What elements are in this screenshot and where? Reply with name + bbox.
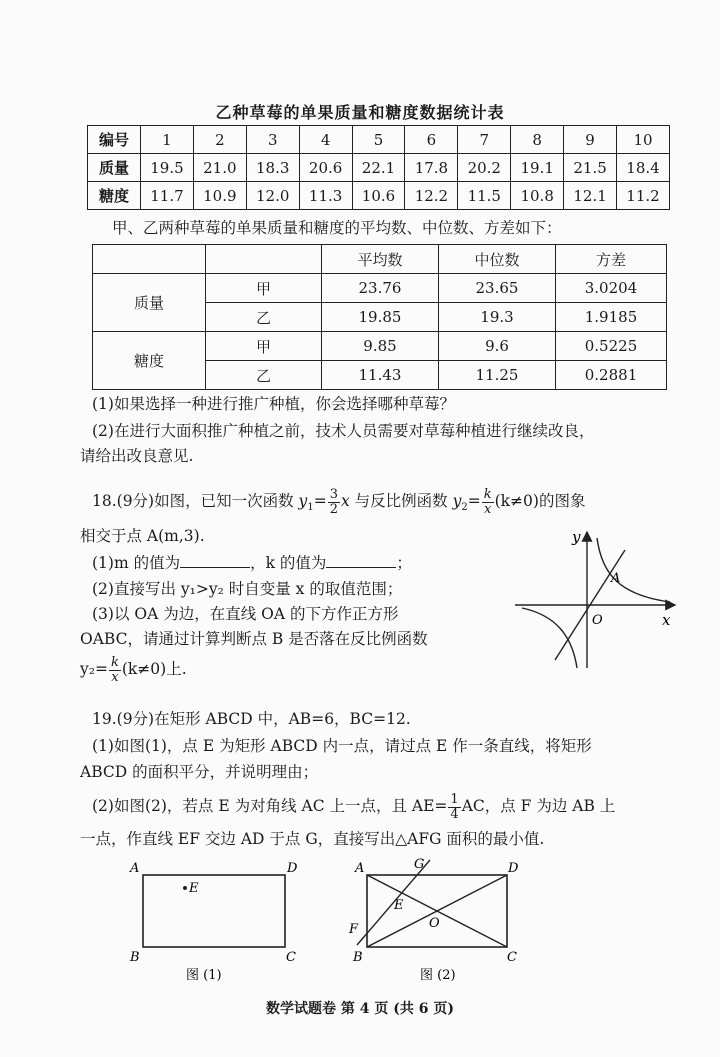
point-e-label: E: [394, 898, 404, 913]
table-cell: 18.3: [246, 154, 299, 182]
table-cell: 11.2: [617, 182, 670, 210]
figure-caption: 图 (2): [420, 968, 456, 983]
var-x: x: [340, 492, 350, 510]
vertex-label-c: C: [286, 950, 296, 965]
q18-text: (k≠0)的图象: [494, 492, 586, 510]
equals: =: [467, 492, 481, 510]
x-axis-label: x: [662, 611, 671, 629]
frac-num: k: [483, 486, 492, 502]
table-cell: 12.1: [564, 182, 617, 210]
header-label: 编号: [88, 126, 141, 154]
table-row: [93, 245, 667, 274]
table-cell: 20.6: [299, 154, 352, 182]
table-row: [88, 126, 670, 154]
table-cell: 8: [511, 126, 564, 154]
frac-num: 3: [329, 486, 338, 502]
fraction: [328, 488, 340, 517]
hyperbola-branch-1: [597, 538, 670, 602]
q17-part1: (1)如果选择一种进行推广种植，你会选择哪种草莓？: [92, 395, 455, 413]
q17-part2: (2)在进行大面积推广种植之前，技术人员需要对草莓种植进行继续改良，: [92, 422, 595, 440]
table-cell: 19.3: [439, 303, 556, 332]
table-cell: 18.4: [617, 154, 670, 182]
figure-2: [345, 855, 535, 990]
table-row: [88, 154, 670, 182]
figure-caption: 图 (1): [186, 968, 222, 983]
table-cell: 23.76: [322, 274, 439, 303]
origin-label: O: [592, 613, 603, 628]
vertex-label-a: A: [130, 861, 140, 876]
table2-intro: 甲、乙两种草莓的单果质量和糖度的平均数、中位数、方差如下：: [112, 219, 562, 237]
column-header: 方差: [556, 245, 667, 274]
subscript: 2: [461, 502, 468, 514]
table1-title: 乙种草莓的单果质量和糖度数据统计表: [215, 103, 505, 122]
table-cell: 6: [405, 126, 458, 154]
table-cell: 0.2881: [556, 361, 667, 390]
fraction: [448, 793, 460, 822]
q18-line2: 相交于点 A(m,3).: [80, 527, 205, 545]
table-cell: 3.0204: [556, 274, 667, 303]
table-row: [93, 274, 667, 303]
q19-part1-cont: ABCD 的面积平分，并说明理由；: [80, 763, 319, 781]
var-y: y: [452, 492, 462, 510]
q17-part2-cont: 请给出改良意见.: [80, 447, 194, 465]
group-label: 糖度: [93, 332, 206, 390]
table-cell: 2: [193, 126, 246, 154]
table-cell: 9.85: [322, 332, 439, 361]
q19-text: AC，点 F 为边 AB 上: [461, 797, 616, 815]
table-row: [88, 182, 670, 210]
table-cell: 20.2: [458, 154, 511, 182]
fraction: [109, 656, 121, 685]
vertex-label-d: D: [287, 861, 298, 876]
table-cell: 3: [246, 126, 299, 154]
table-row: [93, 332, 667, 361]
point-g-label: G: [414, 857, 425, 872]
vertex-label-a: A: [355, 861, 365, 876]
vertex-label-b: B: [353, 950, 363, 965]
row-label: 质量: [88, 154, 141, 182]
table-cell: [93, 245, 206, 274]
q18-part3-end: [80, 654, 187, 685]
function-graph: [510, 520, 685, 670]
table-cell: 11.43: [322, 361, 439, 390]
subscript: 1: [307, 502, 314, 514]
table-cell: 10: [617, 126, 670, 154]
point-o-label: O: [429, 916, 440, 931]
q18-text: ，k 的值为: [250, 554, 327, 572]
table-cell: 5: [352, 126, 405, 154]
table-cell: 11.7: [141, 182, 194, 210]
q18-text: (k≠0)上.: [121, 660, 187, 678]
q19-stem: 19.(9分)在矩形 ABCD 中，AB=6，BC=12.: [92, 710, 411, 728]
frac-num: k: [110, 654, 119, 670]
table-cell: 17.8: [405, 154, 458, 182]
table-cell: 10.6: [352, 182, 405, 210]
q18-text: 与反比例函数: [349, 492, 453, 510]
point-e-label: E: [189, 881, 199, 896]
answer-blank[interactable]: [180, 553, 250, 568]
q18-text: y₂=: [80, 660, 108, 678]
table-cell: 21.5: [564, 154, 617, 182]
q18-part3-cont: OABC，请通过计算判断点 B 是否落在反比例函数: [80, 630, 428, 648]
table-cell: [206, 245, 322, 274]
vertex-label-c: C: [507, 950, 517, 965]
table-cell: 10.8: [511, 182, 564, 210]
q19-part2-cont: 一点，作直线 EF 交边 AD 于点 G，直接写出△AFG 面积的最小值.: [80, 830, 545, 848]
table-cell: 19.1: [511, 154, 564, 182]
row-label: 糖度: [88, 182, 141, 210]
rectangle-abcd: [143, 875, 285, 947]
q19-part2: [92, 790, 615, 822]
kind-label: 乙: [206, 361, 322, 390]
q18-text: 18.(9分)如图，已知一次函数: [92, 492, 299, 510]
table-cell: 23.65: [439, 274, 556, 303]
table-cell: 11.5: [458, 182, 511, 210]
group-label: 质量: [93, 274, 206, 332]
table-cell: 9: [564, 126, 617, 154]
table-cell: 11.25: [439, 361, 556, 390]
table-cell: 19.85: [322, 303, 439, 332]
equals: =: [313, 492, 327, 510]
table-cell: 10.9: [193, 182, 246, 210]
frac-num: 1: [450, 791, 459, 807]
statistics-table: [92, 244, 667, 390]
frac-den: 2: [329, 501, 338, 517]
var-y: y: [298, 492, 308, 510]
q18-text: ；: [396, 554, 412, 572]
point-e: [183, 886, 187, 890]
kind-label: 甲: [206, 274, 322, 303]
answer-blank[interactable]: [326, 553, 396, 568]
table-cell: 0.5225: [556, 332, 667, 361]
fraction: [482, 488, 494, 517]
column-header: 平均数: [322, 245, 439, 274]
table-cell: 12.2: [405, 182, 458, 210]
point-f-label: F: [349, 922, 359, 937]
table-cell: 21.0: [193, 154, 246, 182]
table-cell: 9.6: [439, 332, 556, 361]
column-header: 中位数: [439, 245, 556, 274]
table-cell: 11.3: [299, 182, 352, 210]
table-cell: 1: [141, 126, 194, 154]
q18-part3: (3)以 OA 为边，在直线 OA 的下方作正方形: [92, 605, 399, 623]
table-cell: 12.0: [246, 182, 299, 210]
table-cell: 1.9185: [556, 303, 667, 332]
frac-den: 4: [450, 806, 459, 822]
table-cell: 7: [458, 126, 511, 154]
vertex-label-d: D: [508, 861, 519, 876]
table-cell: 22.1: [352, 154, 405, 182]
figure-1: [120, 855, 310, 990]
point-a-label: A: [611, 571, 621, 586]
q18-part2: (2)直接写出 y₁>y₂ 时自变量 x 的取值范围；: [92, 580, 403, 598]
q18-text: (1)m 的值为: [92, 554, 181, 572]
kind-label: 甲: [206, 332, 322, 361]
y-axis-label: y: [572, 528, 581, 546]
frac-den: x: [111, 669, 119, 685]
q18-stem: [92, 486, 585, 523]
frac-den: x: [483, 501, 492, 517]
table-cell: 4: [299, 126, 352, 154]
kind-label: 乙: [206, 303, 322, 332]
q19-part1: (1)如图(1)，点 E 为矩形 ABCD 内一点，请过点 E 作一条直线，将矩形: [92, 737, 592, 755]
vertex-label-b: B: [130, 950, 140, 965]
table-cell: 19.5: [141, 154, 194, 182]
strawberry-data-table: [87, 125, 670, 210]
q18-part1: [92, 552, 412, 574]
q19-text: (2)如图(2)，若点 E 为对角线 AC 上一点，且 AE=: [92, 797, 448, 815]
page-footer: 数学试题卷 第 4 页 (共 6 页): [266, 1001, 454, 1017]
